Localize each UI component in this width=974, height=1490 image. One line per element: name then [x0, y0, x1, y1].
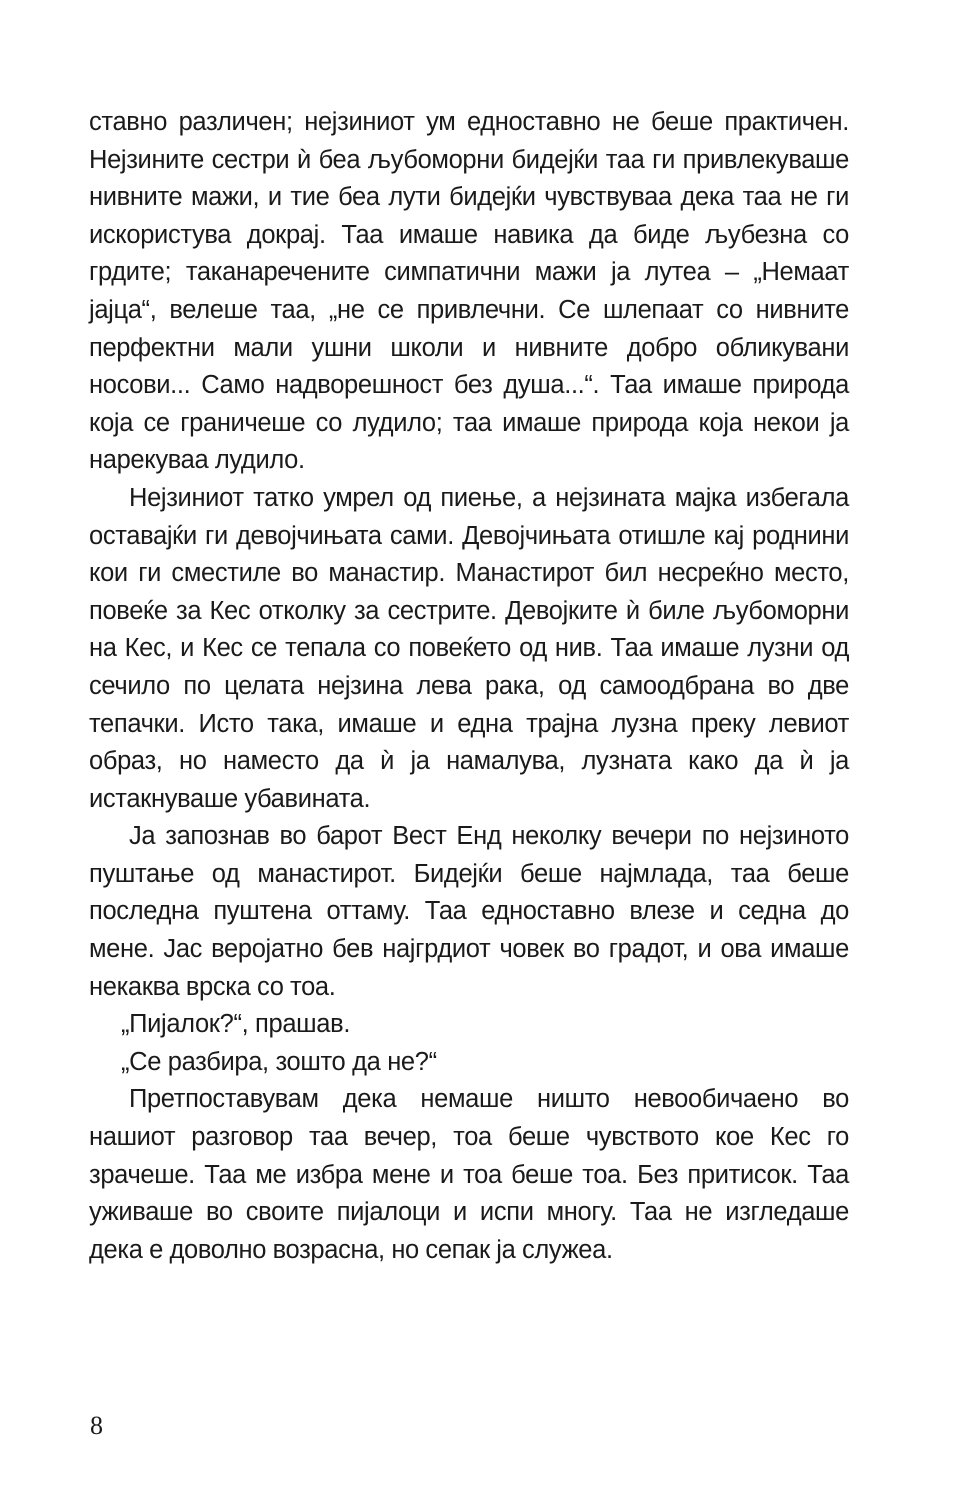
paragraph-meeting: Ја запознав во барот Вест Енд неколку вечери по нејзиното пуштање од манастирот. Бидејќи беше најмлада, таа беше последна пуштена оттаму. Таа едноставно влезе и седна до мене. Јас веројатно бев најгрдиот човек во градот, и ова имаше некаква врска со тоа. — [89, 822, 849, 1001]
body-text-column — [89, 104, 849, 1269]
page-number: 8 — [90, 1411, 103, 1440]
paragraph-childhood: Нејзиниот татко умрел од пиење, а нејзината мајка избегала оставајќи ги девојчињата сами. Девојчињата отишле кај роднини кои ги сместиле во манастир. Манастирот бил несреќно место, повеќе за Кес отколку за сестрите. Девојките ѝ биле љубоморни на Кес, и Кес се тепала со повеќето од нив. Таа имаше лузни од сечило по целата нејзина лева рака, од самоодбрана во две тепачки. Исто така, имаше и една трајна лузна преку левиот образ, но наместо да ѝ ја намалува, лузната како да ѝ ја истакнуваше убавината. — [89, 483, 849, 813]
paragraph-continued: ставно различен; нејзиниот ум едноставно не беше практичен. Нејзините сестри ѝ беа љубоморни бидејќи таа ги привлекуваше нивните мажи, и тие беа лути бидејќи чувствуваа дека таа не ги искористува докрај. Таа имаше навика да биде љубезна со грдите; таканаречените симпатични мажи ја лутеа – „Немаат јајца“, велеше таа, „не се привлечни. Се шлепаат со нивните перфектни мали ушни школи и нивните добро обликувани носови... Само надворешност без душа...“. Таа имаше природа која се граничеше со лудило; таа имаше природа која некои ја нарекуваа лудило. — [89, 108, 849, 475]
paragraph-conversation: Претпоставувам дека немаше ништо невообичаено во нашиот разговор таа вечер, тоа беше чувството кое Кес го зрачеше. Таа ме избра мене и тоа беше тоа. Без притисок. Таа уживаше во своите пијалоци и испи многу. Таа не изгледаше дека е доволно возрасна, но сепак ја служеа. — [89, 1085, 849, 1264]
dialog-line-drink-question: „Пијалок?“, прашав. — [121, 1010, 351, 1039]
dialog-line-drink-answer: „Се разбира, зошто да не?“ — [121, 1047, 437, 1076]
